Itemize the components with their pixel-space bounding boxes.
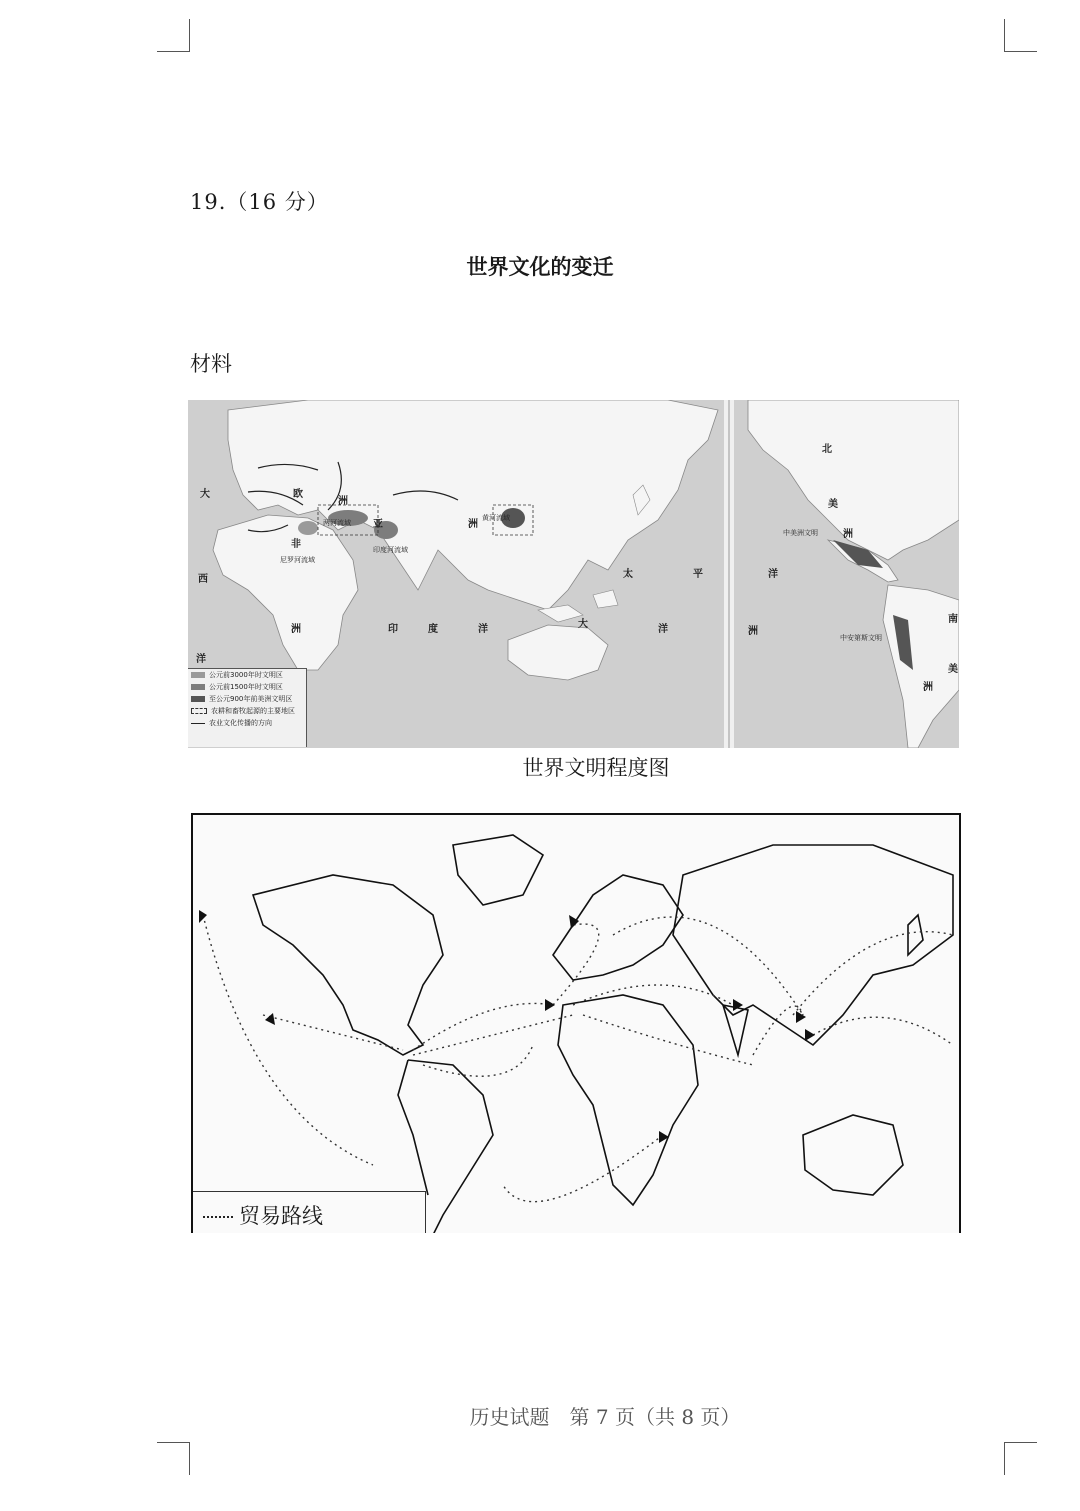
label-north-america-2: 美 [828,499,838,510]
material-label: 材料 [190,352,232,376]
legend-swatch [191,708,207,714]
legend-row [188,693,306,705]
label-indian-yang: 洋 [478,624,488,635]
legend-text: 农耕和畜牧起源的主要地区 [211,707,295,715]
legend-row [188,669,306,681]
trade-routes-drawing [193,815,961,1233]
label-pacific-2: 平 [693,569,703,580]
label-south-america-1: 南 [948,614,958,625]
label-atlantic-da: 大 [200,489,210,500]
label-pacific-3: 洋 [768,569,778,580]
label-atlantic-yang: 洋 [196,654,206,665]
legend-text: 公元前3000年时文明区 [209,671,283,679]
dotted-line-icon [203,1216,233,1218]
label-north-america-3: 洲 [843,529,853,540]
label-mesoamerica: 中美洲文明 [783,529,818,537]
map-legend [188,668,307,747]
crop-mark-top-right [1004,19,1037,52]
label-indian-yin: 印 [388,624,398,635]
map1-caption: 世界文明程度图 [522,756,670,780]
label-ocean-yang: 洋 [658,624,668,635]
legend-swatch [191,672,205,678]
trade-legend-text: 贸易路线 [239,1204,323,1228]
label-nile: 尼罗河流域 [280,556,315,564]
label-andes: 中安第斯文明 [840,634,882,642]
arrow-icon [191,723,205,724]
label-atlantic-xi: 西 [198,574,208,585]
label-asia-zhou: 洲 [468,519,478,530]
label-indian-du: 度 [428,624,438,635]
legend-swatch [191,696,205,702]
label-mesopotamia: 两河流域 [323,519,351,527]
crop-mark-top-left [157,19,190,52]
legend-text: 公元前1500年时文明区 [209,683,283,691]
label-indus: 印度河流域 [373,546,408,554]
label-asia-ya: 亚 [373,519,383,530]
label-africa-zhou: 洲 [291,624,301,635]
section-title: 世界文化的变迁 [466,255,614,279]
trade-legend [193,1191,426,1233]
label-ocean-da: 大 [578,619,588,630]
label-ocean-zhou: 洲 [748,626,758,637]
legend-row [188,717,306,729]
world-civilization-map [188,400,959,748]
crop-mark-bottom-left [157,1442,190,1475]
label-yellow-river: 黄河流域 [482,514,510,522]
crop-mark-bottom-right [1004,1442,1037,1475]
label-europe-zhou: 洲 [338,496,348,507]
label-africa-fei: 非 [291,539,301,550]
label-pacific-1: 太 [623,569,633,580]
label-south-america-2: 美 [948,664,958,675]
legend-row [188,705,306,717]
label-europe-ou: 欧 [293,489,303,500]
legend-text: 至公元900年前美洲文明区 [209,695,293,703]
label-south-america-3: 洲 [923,682,933,693]
legend-text: 农业文化传播的方向 [209,719,272,727]
question-number: 19.（16 分） [190,190,329,214]
trade-routes-map [191,813,961,1233]
legend-row [188,681,306,693]
label-north-america-1: 北 [822,444,832,455]
legend-swatch [191,684,205,690]
page-footer: 历史试题 第 7 页（共 8 页） [469,1405,741,1429]
